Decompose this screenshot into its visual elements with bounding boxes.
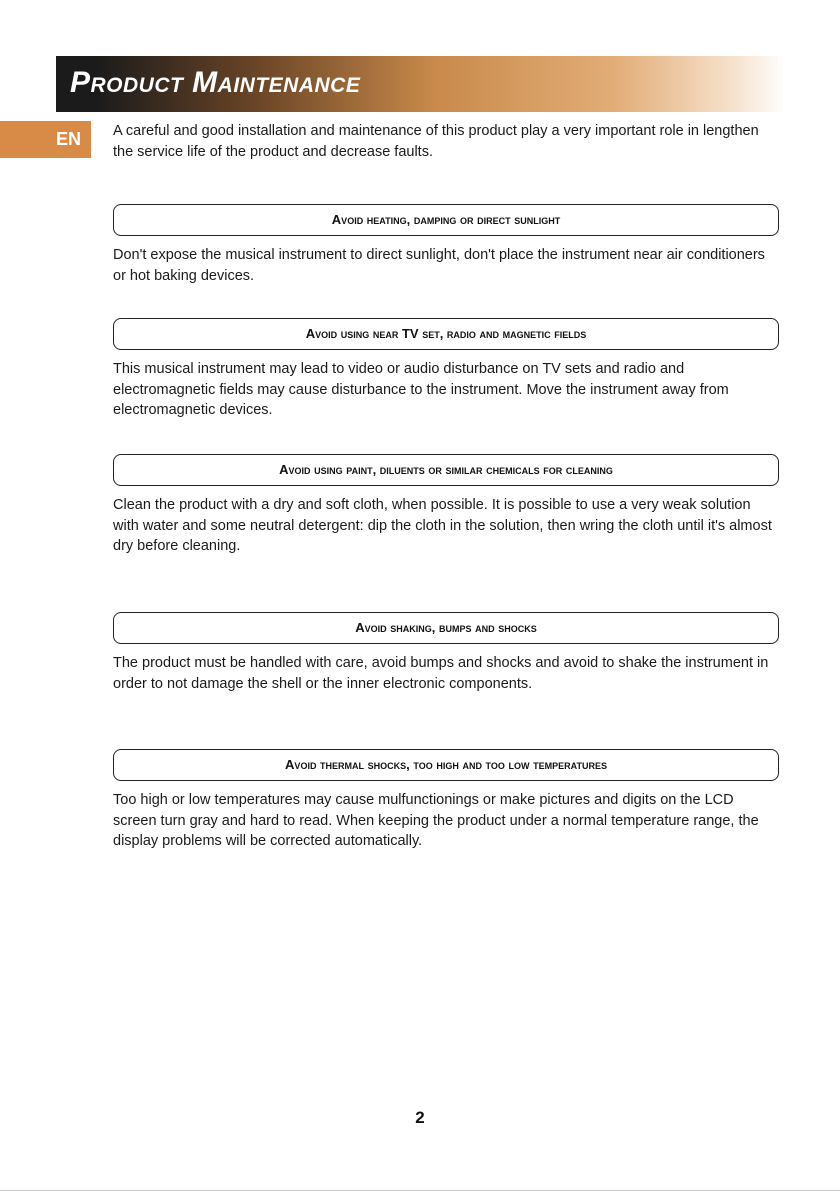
section-body-sunlight: Don't expose the musical instrument to direct sunlight, don't place the instrument near air conditioners or hot baking devices. <box>113 247 765 284</box>
section-body-shocks: The product must be handled with care, avoid bumps and shocks and avoid to shake the instrument in order to not damage the shell or the inner electronic components. <box>113 655 769 692</box>
section-heading-magnetic: Avoid using near TV set, radio and magnetic fields <box>113 318 779 350</box>
section-heading-shocks: Avoid shaking, bumps and shocks <box>113 612 779 644</box>
section-body-magnetic: This musical instrument may lead to video or audio disturbance on TV sets and radio and electromagnetic fields may cause disturbance to the instrument. Move the instrument away from electromagnetic devices. <box>113 361 729 418</box>
language-tab <box>0 121 91 158</box>
page-title-bar <box>56 56 786 112</box>
section-heading-temperatures: Avoid thermal shocks, too high and too low temperatures <box>113 749 779 781</box>
language-label: EN <box>56 129 82 149</box>
section-heading-chemicals: Avoid using paint, diluents or similar chemicals for cleaning <box>113 454 779 486</box>
bottom-divider <box>0 1190 840 1191</box>
page-number: 2 <box>415 1108 425 1127</box>
section-body-chemicals: Clean the product with a dry and soft cloth, when possible. It is possible to use a very weak solution with water and some neutral detergent: dip the cloth in the solution, then wring the cloth until it's almost dry before cleaning. <box>113 497 772 554</box>
intro-paragraph: A careful and good installation and maintenance of this product play a very important role in lengthen the service life of the product and decrease faults. <box>113 123 759 160</box>
section-body-temperatures: Too high or low temperatures may cause mulfunctionings or make pictures and digits on the LCD screen turn gray and hard to read. When keeping the product under a normal temperature range, the display problems will be corrected automatically. <box>113 792 759 849</box>
section-heading-sunlight: Avoid heating, damping or direct sunlight <box>113 204 779 236</box>
page-title: Product Maintenance <box>70 66 361 99</box>
